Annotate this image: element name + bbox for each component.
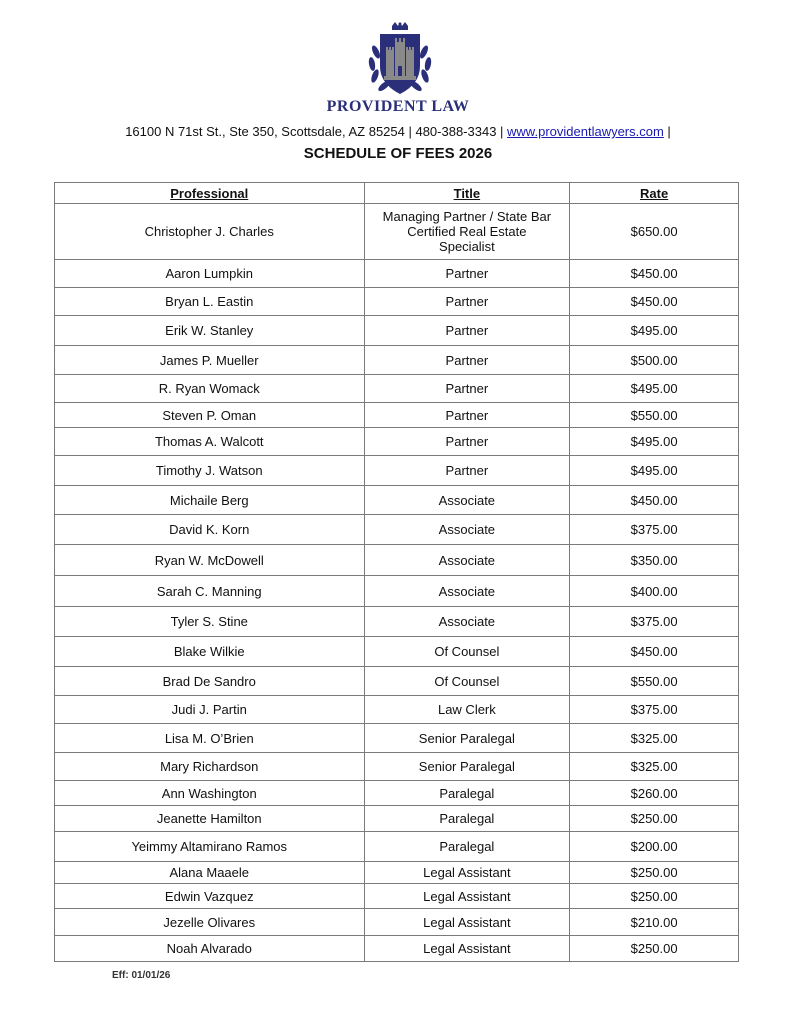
- rate-cell: $375.00: [570, 515, 739, 545]
- rate-cell: $650.00: [570, 204, 739, 260]
- rate-cell: $375.00: [570, 607, 739, 637]
- table-row: [55, 316, 739, 346]
- table-row: [55, 862, 739, 884]
- title-cell: Partner: [364, 403, 570, 428]
- table-row: [55, 486, 739, 515]
- title-cell: Legal Assistant: [364, 862, 570, 884]
- address-text: 16100 N 71st St., Ste 350, Scottsdale, AZ 85254 | 480-388-3343 |: [125, 124, 508, 139]
- title-cell: Legal Assistant: [364, 884, 570, 909]
- header-rate: Rate: [570, 183, 739, 204]
- rate-cell: $250.00: [570, 884, 739, 909]
- header-professional: Professional: [55, 183, 365, 204]
- rate-cell: $250.00: [570, 936, 739, 962]
- rate-cell: $250.00: [570, 862, 739, 884]
- table-row: [55, 204, 739, 260]
- rate-cell: $250.00: [570, 806, 739, 832]
- professional-cell: Edwin Vazquez: [55, 884, 365, 909]
- professional-cell: Yeimmy Altamirano Ramos: [55, 832, 365, 862]
- effective-date: Eff: 01/01/26: [112, 970, 171, 981]
- title-cell: Of Counsel: [364, 637, 570, 667]
- fee-schedule-table: [54, 182, 739, 962]
- professional-cell: Lisa M. O’Brien: [55, 724, 365, 753]
- table-row: [55, 667, 739, 696]
- table-row: [55, 403, 739, 428]
- title-cell: Partner: [364, 288, 570, 316]
- professional-cell: Brad De Sandro: [55, 667, 365, 696]
- title-cell: Managing Partner / State Bar Certified Real Estate Specialist: [364, 204, 570, 260]
- rate-cell: $450.00: [570, 288, 739, 316]
- title-cell: Partner: [364, 260, 570, 288]
- rate-cell: $500.00: [570, 346, 739, 375]
- title-cell: Legal Assistant: [364, 936, 570, 962]
- title-cell: Law Clerk: [364, 696, 570, 724]
- professional-cell: Bryan L. Eastin: [55, 288, 365, 316]
- table-row: [55, 260, 739, 288]
- website-link[interactable]: www.providentlawyers.com: [507, 124, 664, 139]
- firm-name: PROVIDENT LAW: [326, 98, 470, 115]
- title-cell: Paralegal: [364, 832, 570, 862]
- table-row: [55, 637, 739, 667]
- table-row: [55, 428, 739, 456]
- title-cell: Senior Paralegal: [364, 724, 570, 753]
- title-cell: Associate: [364, 515, 570, 545]
- table-row: [55, 346, 739, 375]
- table-row: [55, 724, 739, 753]
- rate-cell: $495.00: [570, 316, 739, 346]
- title-cell: Of Counsel: [364, 667, 570, 696]
- table-row: [55, 375, 739, 403]
- title-cell: Partner: [364, 428, 570, 456]
- title-cell: Associate: [364, 486, 570, 515]
- table-row: [55, 753, 739, 781]
- rate-cell: $400.00: [570, 576, 739, 607]
- table-row: [55, 545, 739, 576]
- professional-cell: James P. Mueller: [55, 346, 365, 375]
- rate-cell: $350.00: [570, 545, 739, 576]
- title-cell: Associate: [364, 545, 570, 576]
- professional-cell: Timothy J. Watson: [55, 456, 365, 486]
- provident-law-logo: [362, 22, 438, 98]
- table-row: [55, 781, 739, 806]
- professional-cell: Jezelle Olivares: [55, 909, 365, 936]
- professional-cell: Christopher J. Charles: [55, 204, 365, 260]
- professional-cell: Erik W. Stanley: [55, 316, 365, 346]
- table-row: [55, 576, 739, 607]
- professional-cell: Jeanette Hamilton: [55, 806, 365, 832]
- professional-cell: Alana Maaele: [55, 862, 365, 884]
- table-row: [55, 936, 739, 962]
- table-row: [55, 884, 739, 909]
- professional-cell: Tyler S. Stine: [55, 607, 365, 637]
- title-cell: Partner: [364, 316, 570, 346]
- professional-cell: Mary Richardson: [55, 753, 365, 781]
- title-cell: Paralegal: [364, 781, 570, 806]
- title-cell: Paralegal: [364, 806, 570, 832]
- professional-cell: David K. Korn: [55, 515, 365, 545]
- table-row: [55, 806, 739, 832]
- rate-cell: $450.00: [570, 486, 739, 515]
- table-row: [55, 288, 739, 316]
- professional-cell: Michaile Berg: [55, 486, 365, 515]
- rate-cell: $200.00: [570, 832, 739, 862]
- professional-cell: Thomas A. Walcott: [55, 428, 365, 456]
- professional-cell: Steven P. Oman: [55, 403, 365, 428]
- rate-cell: $450.00: [570, 260, 739, 288]
- professional-cell: Sarah C. Manning: [55, 576, 365, 607]
- professional-cell: Judi J. Partin: [55, 696, 365, 724]
- title-cell: Senior Paralegal: [364, 753, 570, 781]
- professional-cell: R. Ryan Womack: [55, 375, 365, 403]
- rate-cell: $325.00: [570, 724, 739, 753]
- table-row: [55, 456, 739, 486]
- professional-cell: Ryan W. McDowell: [55, 545, 365, 576]
- rate-cell: $325.00: [570, 753, 739, 781]
- title-cell: Partner: [364, 456, 570, 486]
- table-row: [55, 832, 739, 862]
- professional-cell: Blake Wilkie: [55, 637, 365, 667]
- rate-cell: $495.00: [570, 428, 739, 456]
- professional-cell: Aaron Lumpkin: [55, 260, 365, 288]
- address-tail: |: [663, 124, 671, 139]
- table-row: [55, 515, 739, 545]
- professional-cell: Ann Washington: [55, 781, 365, 806]
- rate-cell: $375.00: [570, 696, 739, 724]
- title-cell: Partner: [364, 375, 570, 403]
- rate-cell: $210.00: [570, 909, 739, 936]
- title-cell: Associate: [364, 576, 570, 607]
- table-row: [55, 909, 739, 936]
- firm-address-line: [0, 124, 796, 139]
- table-row: [55, 607, 739, 637]
- document-title: SCHEDULE OF FEES 2026: [303, 145, 493, 162]
- title-cell: Legal Assistant: [364, 909, 570, 936]
- table-row: [55, 696, 739, 724]
- rate-cell: $495.00: [570, 375, 739, 403]
- rate-cell: $550.00: [570, 667, 739, 696]
- rate-cell: $550.00: [570, 403, 739, 428]
- rate-cell: $260.00: [570, 781, 739, 806]
- header-title: Title: [364, 183, 570, 204]
- title-cell: Associate: [364, 607, 570, 637]
- rate-cell: $450.00: [570, 637, 739, 667]
- table-header-row: [55, 183, 739, 204]
- rate-cell: $495.00: [570, 456, 739, 486]
- title-cell: Partner: [364, 346, 570, 375]
- professional-cell: Noah Alvarado: [55, 936, 365, 962]
